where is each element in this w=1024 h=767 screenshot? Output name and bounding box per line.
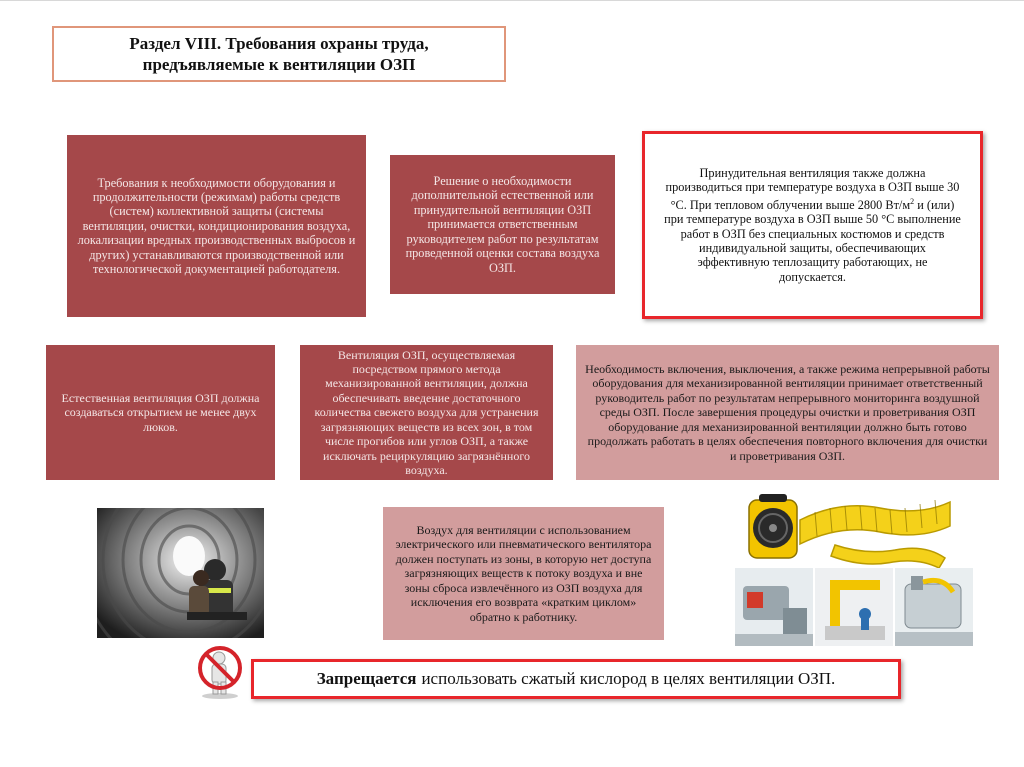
natural-ventilation-text: Естественная вентиляция ОЗП должна создаваться открытием не менее двух люков. (61, 390, 260, 434)
ventilation-setups-illustration (735, 568, 973, 646)
page-title (52, 26, 506, 82)
forced-text-part-2: и (или) при температуре воздуха в ОЗП выше 50 °С выполнение работ в ОЗП без специальных костюмов и средств индивидуальной защиты, обеспечивающих эффективную теплозащиту работающих, не допускается. (664, 197, 961, 284)
requirements-text: Требования к необходимости оборудования и продолжительности (режимам) работы средств (систем) коллективной защиты (системы вентиляции, очистки, кондиционирования воздуха, локализации вредных производственных выбросов и других) устанавливаются производственной или технологической документацией работодателя. (77, 175, 356, 277)
air-source-block (383, 507, 664, 640)
switching-block (576, 345, 999, 480)
ventilation-fan-illustration (745, 490, 953, 570)
prohibition-text: использовать сжатый кислород в целях вентиляции ОЗП. (421, 669, 836, 688)
no-entry-sign-icon (195, 642, 245, 700)
switching-text: Необходимость включения, выключения, а также режима непрерывной работы оборудования для механизированной вентиляции принимает ответственный руководитель работ по результатам непрерывного мониторинга воздушной среды ОЗП. После завершения процедуры очистки и проветривания ОЗП оборудование для механизированной вентиляции должно быть готово продолжать работать в целях обеспечения повторного включения для очистки и проветривания ОЗП. (585, 362, 990, 463)
prohibition-banner (251, 659, 901, 699)
forced-text-part-1: Принудительная вентиляция также должна производиться при температуре воздуха в ОЗП выше 30 °С. При тепловом облучении выше 2800 Вт/м (665, 165, 960, 212)
page-title-line-1: Раздел VIII. Требования охраны труда, (129, 34, 429, 53)
worker-in-pipe-illustration (97, 508, 264, 638)
ventilation-fan-image (745, 490, 953, 570)
prohibited-person-icon (195, 642, 245, 700)
worker-in-pipe-image (97, 508, 264, 638)
prohibition-bold-word: Запрещается (316, 669, 417, 688)
forced-text-superscript: 2 (910, 196, 915, 206)
page-title-line-2: предъявляемые к вентиляции ОЗП (142, 55, 416, 74)
ventilation-setups-image (735, 568, 973, 646)
decision-text: Решение о необходимости дополнительной естественной или принудительной вентиляции ОЗП принимается ответственным руководителем работ по результатам проведенной оценки состава воздуха ОЗП. (405, 174, 600, 275)
forced-ventilation-block (642, 131, 983, 319)
decision-block (390, 155, 615, 294)
mechanized-ventilation-block (300, 345, 553, 480)
air-source-text: Воздух для вентиляции с использованием электрического или пневматического вентилятора должен поступать из зоны, в которую нет доступа загрязняющих веществ к потоку воздуха и вне зоны сброса извлечённого из ОЗП воздуха для исключения его возврата «кратким циклом» обратно к работнику. (395, 523, 652, 624)
top-divider-line (0, 0, 1024, 1)
requirements-block (67, 135, 366, 317)
forced-ventilation-text (663, 166, 962, 284)
mechanized-ventilation-text: Вентиляция ОЗП, осуществляемая посредством прямого метода механизированной вентиляции, должна обеспечивать введение достаточного количества свежего воздуха для устранения загрязняющих веществ из всех зон, в том числе прогибов или углов ОЗП, а также исключать рециркуляцию загрязнённого воздуха. (314, 347, 539, 477)
natural-ventilation-block (46, 345, 275, 480)
